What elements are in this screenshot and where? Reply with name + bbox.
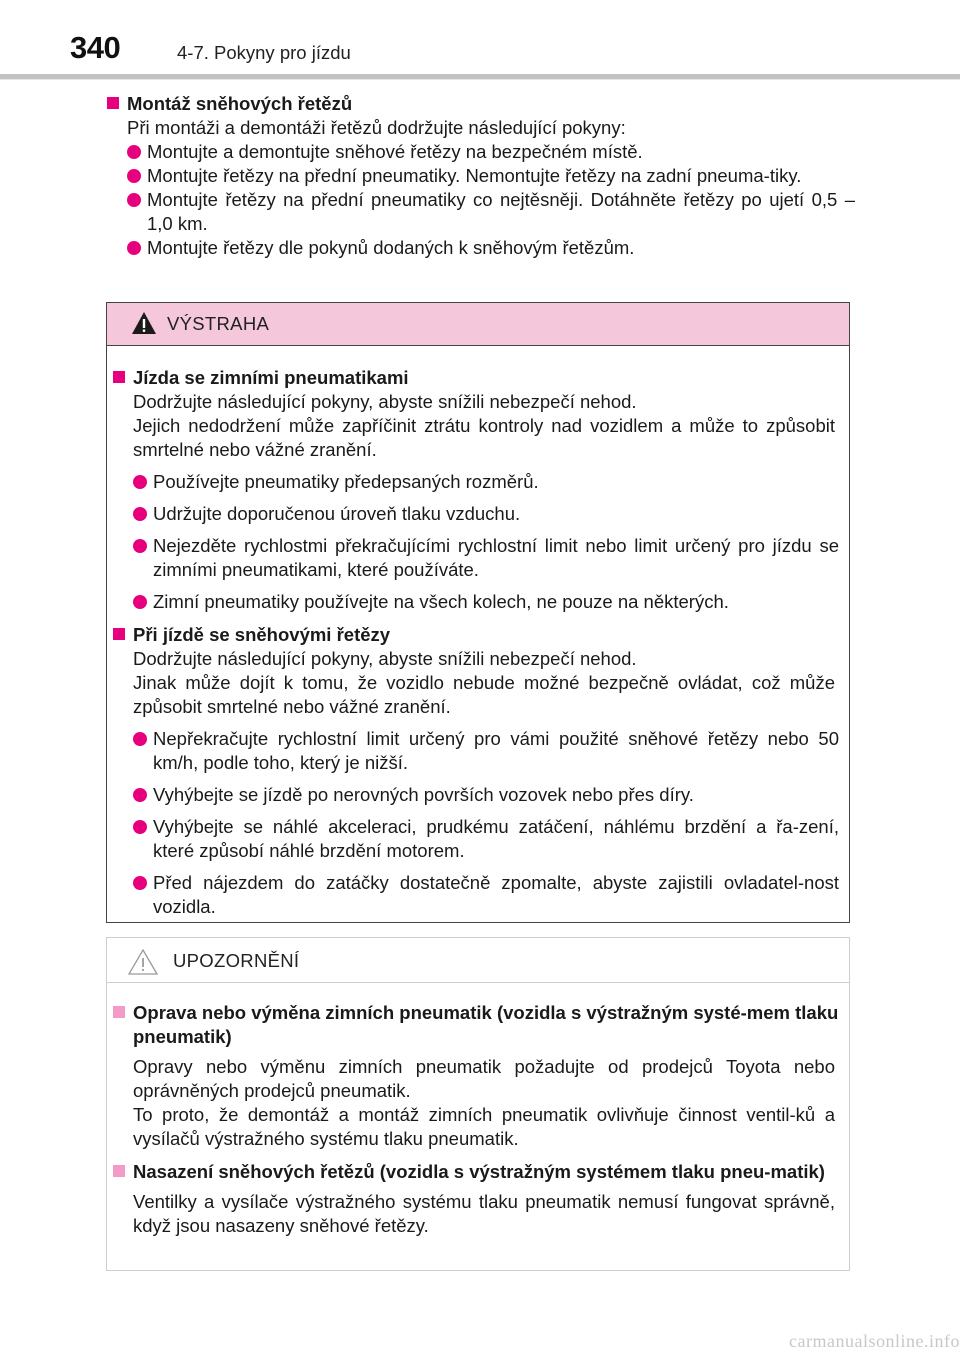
heading-text: Jízda se zimními pneumatikami [133,367,409,388]
paragraph: To proto, že demontáž a montáž zimních pneumatik ovlivňuje činnost ventil-ků a vysílačů výstražného systému tlaku pneumatik. [133,1104,835,1149]
bullet-list [113,470,839,614]
round-bullet-icon [133,539,147,553]
section-title: 4-7. Pokyny pro jízdu [177,42,351,63]
snow-chain-installation-section [107,92,855,260]
caution-triangle-icon [127,948,159,976]
list-item [133,590,839,614]
round-bullet-icon [133,788,147,802]
caution-box [106,937,850,1271]
list-item [133,470,839,494]
warning-box [106,302,850,923]
list-item-text: Montujte a demontujte sněhové řetězy na bezpečném místě. [147,141,643,162]
heading-text: Montáž sněhových řetězů [127,93,353,114]
heading-text: Oprava nebo výměna zimních pneumatik (vozidla s výstražným systé-mem tlaku pneumatik) [133,1002,839,1047]
lead-paragraph: Při montáži a demontáži řetězů dodržujte následující pokyny: [127,117,626,138]
round-bullet-icon [127,193,141,207]
site-watermark: carmanualsonline.info [789,1331,960,1351]
caution-label: UPOZORNĚNÍ [173,950,300,971]
paragraph: Opravy nebo výměnu zimních pneumatik požadujte od prodejců Toyota nebo oprávněných prodejců pneumatik. [133,1056,835,1101]
page-number: 340 [70,30,121,65]
warning-box-header [107,303,849,346]
round-bullet-icon [133,820,147,834]
heading-text: Při jízdě se sněhovými řetězy [133,624,391,645]
subsection-heading [113,366,839,390]
round-bullet-icon [133,732,147,746]
list-item [133,871,839,919]
section-heading [107,92,855,116]
list-item [133,502,839,526]
list-item-text: Montujte řetězy na přední pneumatiky co nejtěsněji. Dotáhněte řetězy po ujetí 0,5 – 1,0 km. [147,189,855,234]
bullet-list [113,727,839,919]
round-bullet-icon [127,169,141,183]
subsection-heading [113,623,839,647]
subsection-heading [113,1001,839,1049]
list-item [127,236,855,260]
list-item [133,815,839,863]
paragraph: Dodržujte následující pokyny, abyste snížili nebezpečí nehod. [133,648,637,669]
list-item [127,140,855,164]
list-item-text: Nejezděte rychlostmi překračujícími rychlostní limit nebo limit určený pro jízdu se zimními pneumatikami, které používáte. [153,535,839,580]
square-bullet-icon [113,1165,125,1177]
list-item-text: Nepřekračujte rychlostní limit určený pro vámi použité sněhové řetězy nebo 50 km/h, podle toho, který je nižší. [153,728,839,773]
round-bullet-icon [133,507,147,521]
round-bullet-icon [133,475,147,489]
list-item-text: Před nájezdem do zatáčky dostatečně zpomalte, abyste zajistili ovladatel-nost vozidla. [153,872,839,917]
warning-triangle-icon [131,311,157,335]
list-item-text: Vyhýbejte se jízdě po nerovných površích vozovek nebo přes díry. [153,784,694,805]
round-bullet-icon [127,241,141,255]
list-item-text: Udržujte doporučenou úroveň tlaku vzduchu. [153,503,521,524]
square-bullet-icon [107,97,119,109]
heading-text: Nasazení sněhových řetězů (vozidla s výstražným systémem tlaku pneu-matik) [133,1161,825,1182]
subsection-heading [113,1160,839,1184]
warning-label: VÝSTRAHA [167,313,270,334]
caution-box-header [107,938,849,983]
list-item [127,188,855,236]
list-item [127,164,855,188]
list-item-text: Montujte řetězy dle pokynů dodaných k sněhovým řetězům. [147,237,635,258]
page-header [0,0,960,80]
round-bullet-icon [133,876,147,890]
round-bullet-icon [133,595,147,609]
paragraph: Ventilky a vysílače výstražného systému tlaku pneumatik nemusí fungovat správně, když jsou nasazeny sněhové řetězy. [133,1191,835,1236]
square-bullet-icon [113,628,125,640]
list-item [133,534,839,582]
header-divider-shadow [0,79,960,80]
list-item-text: Používejte pneumatiky předepsaných rozměrů. [153,471,539,492]
list-item-text: Zimní pneumatiky používejte na všech kolech, ne pouze na některých. [153,591,729,612]
bullet-list [107,140,855,260]
warning-box-body [107,346,849,919]
list-item-text: Montujte řetězy na přední pneumatiky. Nemontujte řetězy na zadní pneuma-tiky. [147,165,802,186]
square-bullet-icon [113,371,125,383]
list-item [133,783,839,807]
paragraph: Jinak může dojít k tomu, že vozidlo nebude možné bezpečně ovládat, což může způsobit smrtelné nebo vážné zranění. [133,672,835,717]
square-bullet-icon [113,1006,125,1018]
paragraph: Dodržujte následující pokyny, abyste snížili nebezpečí nehod. [133,391,637,412]
paragraph: Jejich nedodržení může zapříčinit ztrátu kontroly nad vozidlem a může to způsobit smrtelné nebo vážné zranění. [133,415,835,460]
caution-box-body [107,983,849,1238]
list-item-text: Vyhýbejte se náhlé akceleraci, prudkému zatáčení, náhlému brzdění a řa-zení, které způsobí náhlé brzdění motorem. [153,816,839,861]
round-bullet-icon [127,145,141,159]
list-item [133,727,839,775]
